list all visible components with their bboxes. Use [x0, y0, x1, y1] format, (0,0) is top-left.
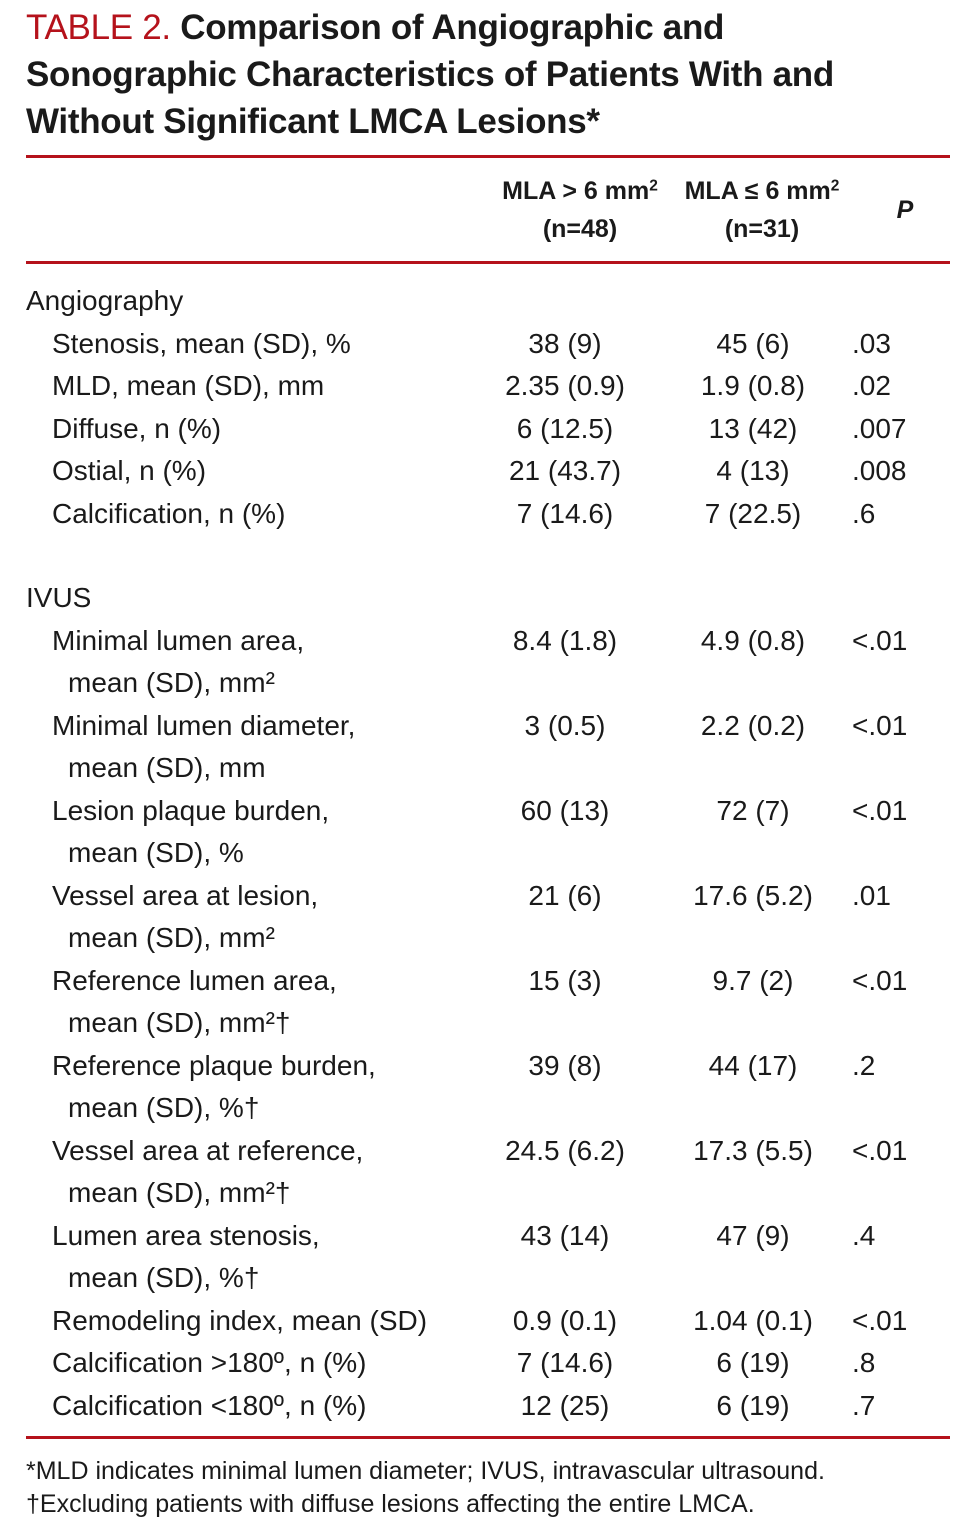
- row-label: Stenosis, mean (SD), %: [52, 327, 351, 359]
- value-mla-gt-6: 24.5 (6.2): [505, 1134, 625, 1166]
- value-mla-gt-6: 8.4 (1.8): [512, 624, 618, 656]
- p-value: <.01: [852, 794, 908, 826]
- header-rule: [26, 261, 950, 264]
- value-mla-gt-6: 0.9 (0.1): [512, 1304, 618, 1336]
- value-mla-le-6: 47 (9): [716, 1219, 790, 1251]
- value-mla-le-6: 45 (6): [716, 327, 790, 359]
- value-mla-le-6: 6 (19): [716, 1347, 790, 1378]
- value-mla-gt-6: 12 (25): [520, 1389, 610, 1421]
- table-number: TABLE 2.: [26, 8, 171, 47]
- p-value: .03: [852, 327, 891, 359]
- row-label: Calcification >180º, n (%): [52, 1347, 367, 1378]
- value-mla-gt-6: 2.35 (0.9): [505, 370, 625, 401]
- p-value: .8: [852, 1347, 876, 1378]
- value-mla-le-6: 2.2 (0.2): [700, 709, 806, 741]
- value-mla-le-6: 6 (19): [716, 1389, 790, 1421]
- value-mla-gt-6: 7 (14.6): [516, 497, 614, 529]
- value-mla-gt-6: 15 (3): [528, 964, 602, 996]
- value-mla-le-6: 9.7 (2): [712, 964, 794, 996]
- p-value: .7: [852, 1389, 876, 1421]
- value-mla-gt-6: 39 (8): [528, 1049, 602, 1081]
- p-value: .007: [852, 412, 907, 444]
- row-label: Lesion plaque burden, mean (SD), %: [52, 794, 330, 868]
- row-label: Vessel area at reference, mean (SD), mm²†: [52, 1134, 364, 1208]
- row-label: Reference plaque burden, mean (SD), %†: [52, 1049, 376, 1123]
- value-mla-gt-6: 38 (9): [528, 327, 602, 359]
- p-value: .6: [852, 497, 876, 529]
- value-mla-le-6: 1.04 (0.1): [693, 1304, 813, 1336]
- bottom-rule: [26, 1436, 950, 1439]
- col-header-mla-le-6: MLA ≤ 6 $mm^2$ (n=31): [684, 177, 840, 243]
- p-value: <.01: [852, 1304, 908, 1336]
- row-label: Reference lumen area, mean (SD), mm²†: [52, 964, 337, 1038]
- value-mla-gt-6: 6 (12.5): [516, 412, 614, 444]
- value-mla-le-6: 72 (7): [716, 794, 790, 826]
- p-value: .008: [852, 455, 907, 486]
- value-mla-le-6: 4 (13): [716, 455, 790, 486]
- col-header-mla-gt-6: MLA > 6 $mm^2$ (n=48): [502, 177, 658, 243]
- value-mla-gt-6: 7 (14.6): [516, 1347, 614, 1378]
- value-mla-le-6: 4.9 (0.8): [700, 624, 806, 656]
- value-mla-le-6: 17.3 (5.5): [693, 1134, 813, 1166]
- p-value: <.01: [852, 964, 908, 996]
- section-title: IVUS: [26, 582, 92, 613]
- value-mla-le-6: 13 (42): [708, 412, 798, 444]
- row-label: Calcification, n (%): [52, 497, 286, 529]
- p-value: <.01: [852, 709, 908, 741]
- p-value: .4: [852, 1219, 876, 1251]
- row-label: Remodeling index, mean (SD): [52, 1304, 428, 1336]
- section-title: Angiography: [26, 285, 184, 316]
- value-mla-le-6: 1.9 (0.8): [700, 370, 806, 401]
- row-label: Vessel area at lesion, mean (SD), mm²: [52, 879, 319, 953]
- p-value: <.01: [852, 1134, 908, 1166]
- p-value: .02: [852, 370, 891, 401]
- value-mla-gt-6: 60 (13): [520, 794, 610, 826]
- p-value: .2: [852, 1049, 876, 1081]
- footnote-2: †Excluding patients with diffuse lesions affecting the entire LMCA.: [26, 1490, 755, 1518]
- value-mla-le-6: 17.6 (5.2): [693, 879, 813, 911]
- value-mla-gt-6: 21 (6): [528, 879, 602, 911]
- table-title: [26, 4, 936, 145]
- row-label: Lumen area stenosis, mean (SD), %†: [52, 1219, 320, 1293]
- row-label: Ostial, n (%): [52, 455, 207, 486]
- row-label: Minimal lumen diameter, mean (SD), mm: [52, 709, 356, 783]
- row-label: Calcification <180º, n (%): [52, 1389, 367, 1421]
- table-caption: Comparison of Angiographic and Sonographic Characteristics of Patients With and Without Significant LMCA Lesions*: [26, 8, 834, 141]
- value-mla-gt-6: 43 (14): [520, 1219, 610, 1251]
- value-mla-le-6: 44 (17): [708, 1049, 798, 1081]
- col-header-p: P: [896, 196, 914, 224]
- value-mla-gt-6: 3 (0.5): [524, 709, 606, 741]
- footnote-1: *MLD indicates minimal lumen diameter; IVUS, intravascular ultrasound.: [26, 1457, 825, 1485]
- value-mla-gt-6: 21 (43.7): [508, 455, 622, 486]
- p-value: .01: [852, 879, 891, 911]
- value-mla-le-6: 7 (22.5): [704, 497, 802, 529]
- row-label: MLD, mean (SD), mm: [52, 370, 325, 401]
- top-rule: [26, 155, 950, 158]
- row-label: Minimal lumen area, mean (SD), mm²: [52, 624, 305, 698]
- p-value: <.01: [852, 624, 908, 656]
- row-label: Diffuse, n (%): [52, 412, 222, 444]
